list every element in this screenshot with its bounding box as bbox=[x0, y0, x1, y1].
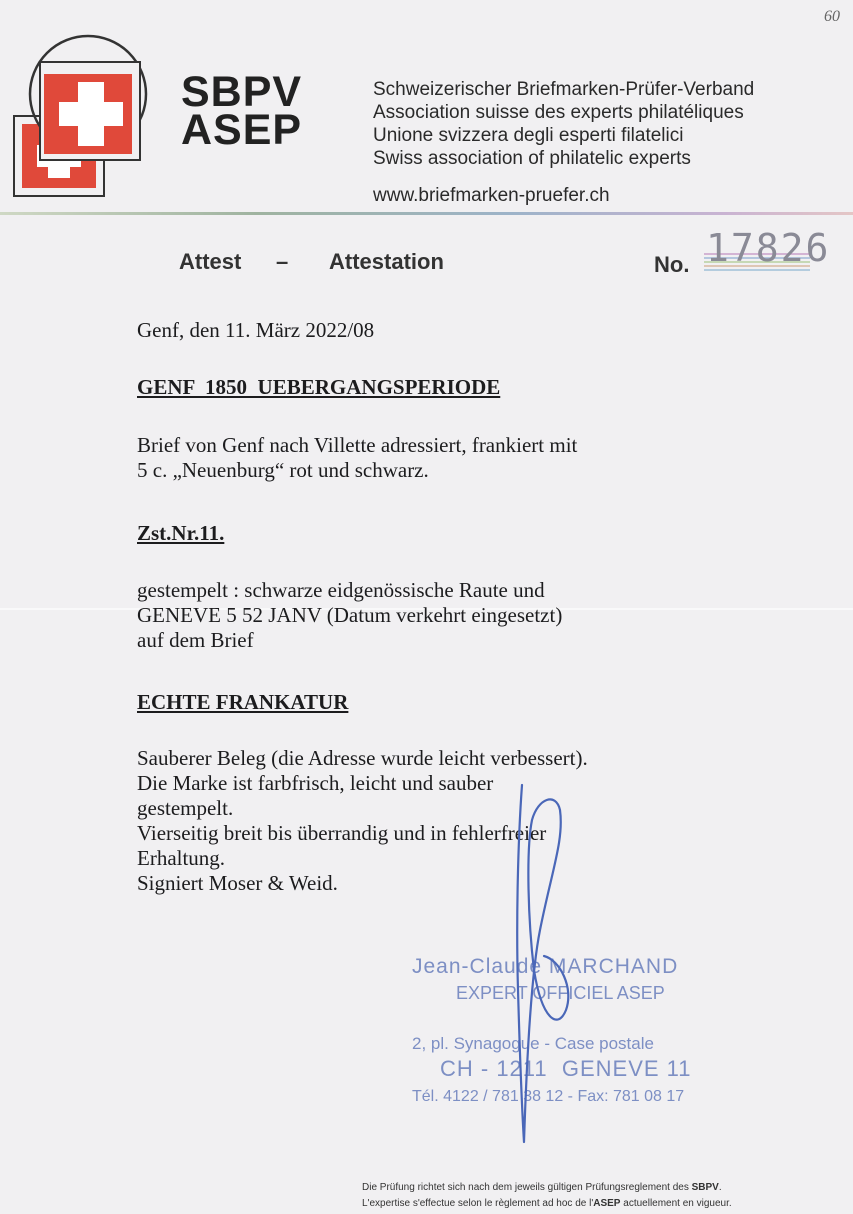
footer-text: L'expertise s'effectue selon le règlement ad hoc de l' bbox=[362, 1198, 594, 1209]
heading-verdict: ECHTE FRANKATUR bbox=[137, 690, 349, 714]
stamp-phone-fax: Tél. 4122 / 781 38 12 - Fax: 781 08 17 bbox=[412, 1088, 685, 1105]
footer-line-fr bbox=[362, 1196, 732, 1212]
description-line: Brief von Genf nach Villette adressiert, frankiert mit bbox=[137, 433, 578, 457]
handwritten-signature bbox=[500, 780, 590, 1150]
title-attest: Attest bbox=[179, 249, 242, 274]
association-names bbox=[373, 78, 754, 170]
heading-period: GENF 1850 UEBERGANGSPERIODE bbox=[137, 375, 501, 399]
condition-line: gestempelt. bbox=[137, 796, 234, 820]
footer-text: actuellement en vigueur. bbox=[620, 1198, 732, 1209]
cancellation-paragraph bbox=[137, 578, 562, 653]
heading-catalogue-number: Zst.Nr.11. bbox=[137, 521, 225, 545]
association-name-fr: Association suisse des experts philatéliques bbox=[373, 102, 744, 123]
brand-line-asep: ASEP bbox=[181, 106, 303, 154]
condition-line: Sauberer Beleg (die Adresse wurde leicht verbessert). bbox=[137, 746, 588, 770]
cancellation-line: GENEVE 5 52 JANV (Datum verkehrt eingesetzt) bbox=[137, 603, 563, 627]
title-attestation: Attestation bbox=[329, 249, 444, 274]
pencil-mark: 60 bbox=[824, 8, 840, 25]
stamp-address: 2, pl. Synagogue - Case postale bbox=[412, 1034, 654, 1053]
condition-line: Signiert Moser & Weid. bbox=[137, 871, 338, 895]
place-date: Genf, den 11. März 2022/08 bbox=[137, 318, 375, 342]
header-rule bbox=[0, 212, 853, 215]
stamp-city: CH - 1211 GENEVE 11 bbox=[440, 1056, 692, 1081]
footer-asep: ASEP bbox=[593, 1198, 621, 1209]
title-dash: – bbox=[276, 249, 289, 274]
condition-line: Die Marke ist farbfrisch, leicht und sauber bbox=[137, 771, 494, 795]
cancellation-line: auf dem Brief bbox=[137, 628, 254, 652]
footer-text: Die Prüfung richtet sich nach dem jeweils gültigen Prüfungsreglement des bbox=[362, 1182, 692, 1193]
stamp-expert-title: EXPERT OFFICIEL ASEP bbox=[456, 983, 665, 1003]
footer-sbpv: SBPV bbox=[691, 1182, 719, 1193]
sbpv-logo-icon bbox=[4, 22, 174, 197]
footer-line-de bbox=[362, 1180, 732, 1196]
association-name-de: Schweizerischer Briefmarken-Prüfer-Verband bbox=[373, 79, 755, 100]
stamp-expert-name: Jean-Claude MARCHAND bbox=[412, 955, 679, 978]
association-name-en: Swiss association of philatelic experts bbox=[373, 148, 691, 169]
description-line: 5 c. „Neuenburg“ rot und schwarz. bbox=[137, 458, 429, 482]
association-name-it: Unione svizzera degli esperti filatelici bbox=[373, 125, 684, 146]
brand-line-sbpv: SBPV bbox=[181, 68, 303, 116]
certificate-number-label: No. bbox=[654, 252, 690, 277]
condition-line: Erhaltung. bbox=[137, 846, 226, 870]
cancellation-line: gestempelt : schwarze eidgenössische Raute und bbox=[137, 578, 545, 602]
footer-note bbox=[362, 1180, 732, 1212]
website-link[interactable]: www.briefmarken-pruefer.ch bbox=[373, 185, 610, 206]
certificate-number: 17826 bbox=[706, 226, 831, 270]
brand-name bbox=[181, 68, 303, 154]
footer-text: . bbox=[718, 1182, 722, 1193]
condition-line: Vierseitig breit bis überrandig und in fehlerfreier bbox=[137, 821, 547, 845]
description-paragraph bbox=[137, 433, 577, 483]
